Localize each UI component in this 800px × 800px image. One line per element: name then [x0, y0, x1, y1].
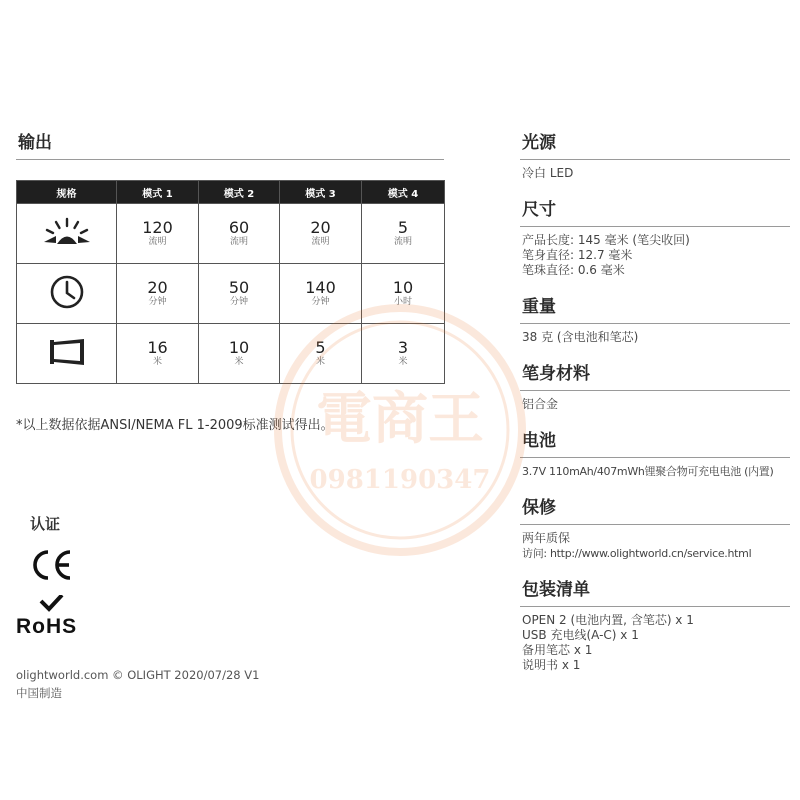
table-cell: 20 流明 — [280, 204, 362, 264]
table-cell: 16 米 — [117, 324, 199, 384]
table-cell: 5 米 — [280, 324, 362, 384]
table-cell: 10 小时 — [362, 264, 445, 324]
spec-line: 备用笔芯 x 1 — [522, 643, 593, 657]
spec-line: 笔珠直径: 0.6 毫米 — [522, 263, 625, 277]
section-title: 电池 — [520, 426, 790, 458]
spec-line: 3.7V 110mAh/407mWh锂聚合物可充电电池 (内置) — [522, 465, 774, 478]
section-title: 包装清单 — [520, 575, 790, 607]
section-title: 笔身材料 — [520, 359, 790, 391]
spec-line: USB 充电线(A-C) x 1 — [522, 628, 639, 642]
spec-line: 说明书 x 1 — [522, 658, 581, 672]
table-header-row — [17, 181, 445, 204]
svg-text:電商王: 電商王 — [316, 386, 484, 452]
table-row — [17, 204, 445, 264]
made-in-text: 中国制造 — [16, 686, 62, 700]
ce-mark-icon — [28, 548, 74, 586]
header-mode-3: 模式 3 — [280, 181, 362, 204]
spec-line: OPEN 2 (电池内置, 含笔芯) x 1 — [522, 613, 694, 627]
header-spec: 规格 — [17, 181, 117, 204]
output-table — [16, 180, 445, 384]
table-cell: 60 流明 — [199, 204, 280, 264]
certification-section — [30, 513, 74, 586]
spec-line: 38 克 (含电池和笔芯) — [522, 330, 639, 344]
light-source-section — [520, 128, 790, 181]
test-standard-note: *以上数据依据ANSI/NEMA FL 1-2009标准测试得出。 — [16, 418, 334, 433]
spec-line: 两年质保 — [522, 531, 571, 545]
spec-line: 产品长度: 145 毫米 (笔尖收回) — [522, 233, 690, 247]
warranty-section — [520, 493, 790, 561]
section-title: 光源 — [520, 128, 790, 160]
table-cell: 5 流明 — [362, 204, 445, 264]
table-cell: 10 米 — [199, 324, 280, 384]
header-mode-2: 模式 2 — [199, 181, 280, 204]
table-cell: 140 分钟 — [280, 264, 362, 324]
header-mode-4: 模式 4 — [362, 181, 445, 204]
output-section — [16, 128, 444, 433]
table-row — [17, 264, 445, 324]
beam-distance-icon — [17, 324, 117, 384]
specs-column — [520, 128, 790, 687]
table-row — [17, 324, 445, 384]
material-section — [520, 359, 790, 412]
spec-line: 冷白 LED — [522, 166, 574, 180]
svg-text:0981190347: 0981190347 — [309, 465, 491, 495]
certification-title: 认证 — [30, 515, 61, 533]
header-mode-1: 模式 1 — [117, 181, 199, 204]
section-title: 重量 — [520, 292, 790, 324]
output-title: 输出 — [16, 128, 444, 160]
table-cell: 50 分钟 — [199, 264, 280, 324]
package-section — [520, 575, 790, 673]
table-cell: 120 流明 — [117, 204, 199, 264]
section-title: 尺寸 — [520, 195, 790, 227]
table-cell: 20 分钟 — [117, 264, 199, 324]
brightness-icon — [17, 204, 117, 264]
copyright-text: olightworld.com © OLIGHT 2020/07/28 V1 — [16, 668, 260, 682]
spec-line: 笔身直径: 12.7 毫米 — [522, 248, 633, 262]
battery-section — [520, 426, 790, 479]
service-link[interactable]: 访问: http://www.olightworld.cn/service.html — [522, 547, 752, 560]
section-title: 保修 — [520, 493, 790, 525]
size-section — [520, 195, 790, 278]
weight-section — [520, 292, 790, 345]
spec-line: 铝合金 — [522, 397, 559, 411]
rohs-mark-icon — [16, 595, 88, 641]
clock-icon — [17, 264, 117, 324]
table-cell: 3 米 — [362, 324, 445, 384]
svg-text:RoHS: RoHS — [16, 615, 78, 637]
footer — [16, 666, 259, 702]
